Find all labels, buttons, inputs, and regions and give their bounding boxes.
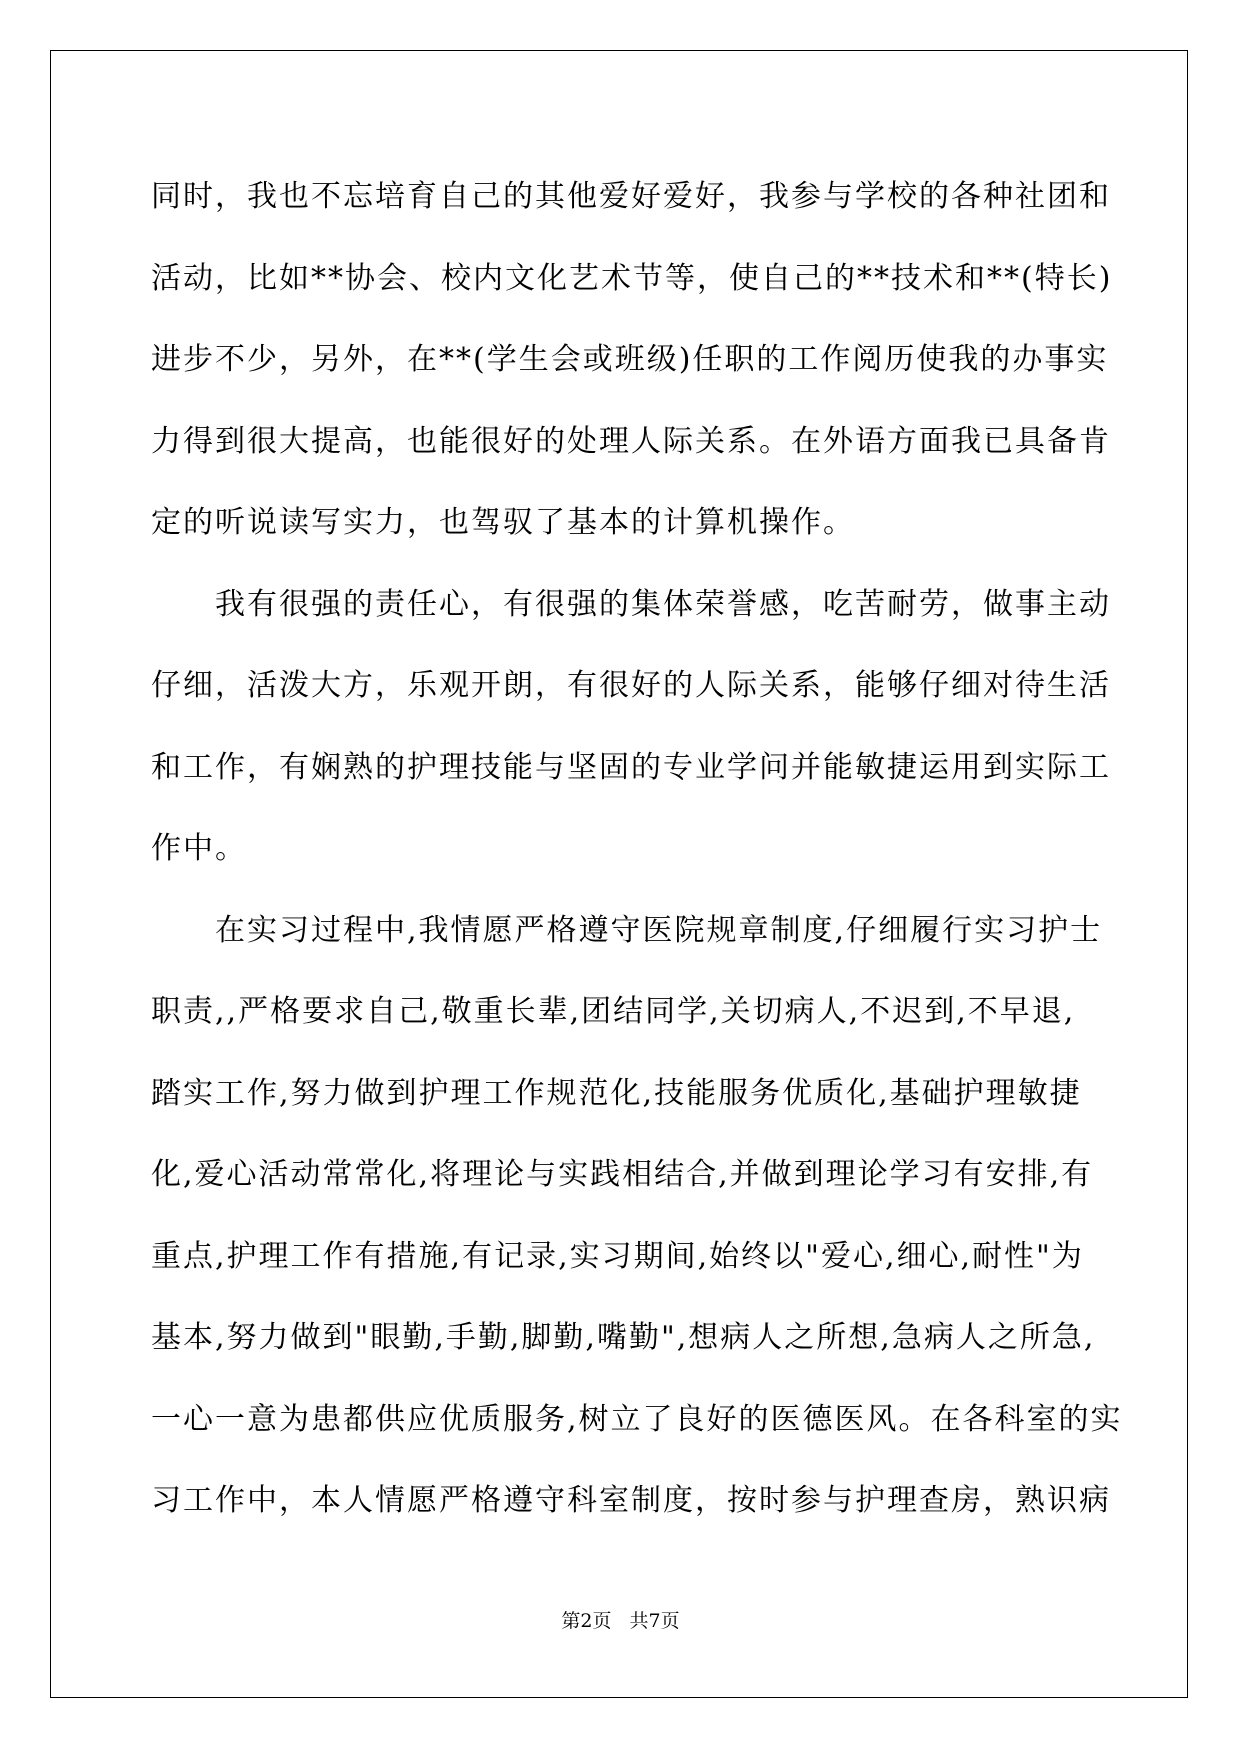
text-line: 重点,护理工作有措施,有记录,实习期间,始终以"爱心,细心,耐性"为: [151, 1238, 1084, 1274]
text-line: 作中。: [151, 831, 247, 866]
page-number: 第2页: [561, 1610, 612, 1632]
text-line: 基本,努力做到"眼勤,手勤,脚勤,嘴勤",想病人之所想,急病人之所急,: [151, 1320, 1096, 1355]
text-line: 仔细，活泼大方，乐观开朗，有很好的人际关系，能够仔细对待生活: [151, 668, 1111, 703]
text-line: 定的听说读写实力，也驾驭了基本的计算机操作。: [151, 505, 855, 540]
page-footer: [0, 1606, 1241, 1633]
text-line: 习工作中，本人情愿严格遵守科室制度，按时参与护理查房，熟识病: [151, 1483, 1111, 1518]
text-line: 同时，我也不忘培育自己的其他爱好爱好，我参与学校的各种社团和: [151, 179, 1111, 214]
text-line: 职责,,严格要求自己,敬重长辈,团结同学,关切病人,不迟到,不早退,: [151, 994, 1076, 1029]
text-line: 和工作，有娴熟的护理技能与坚固的专业学问并能敏捷运用到实际工: [151, 749, 1111, 785]
text-line: 一心一意为患都供应优质服务,树立了良好的医德医风。在各科室的实: [151, 1401, 1123, 1437]
text-line: 力得到很大提高，也能很好的处理人际关系。在外语方面我已具备肯: [151, 423, 1111, 459]
page-total: 共7页: [629, 1610, 680, 1632]
text-line: 在实习过程中,我情愿严格遵守医院规章制度,仔细履行实习护士: [151, 912, 1103, 948]
text-line: 踏实工作,努力做到护理工作规范化,技能服务优质化,基础护理敏捷: [151, 1075, 1082, 1111]
text-line: 化,爱心活动常常化,将理论与实践相结合,并做到理论学习有安排,有: [151, 1157, 1094, 1192]
text-line: 我有很强的责任心，有很强的集体荣誉感，吃苦耐劳，做事主动: [151, 586, 1111, 622]
text-line: 进步不少，另外，在**(学生会或班级)任职的工作阅历使我的办事实: [151, 342, 1109, 377]
document-body: [151, 156, 1123, 1542]
text-line: 活动，比如**协会、校内文化艺术节等，使自己的**技术和**(特长): [151, 260, 1113, 296]
